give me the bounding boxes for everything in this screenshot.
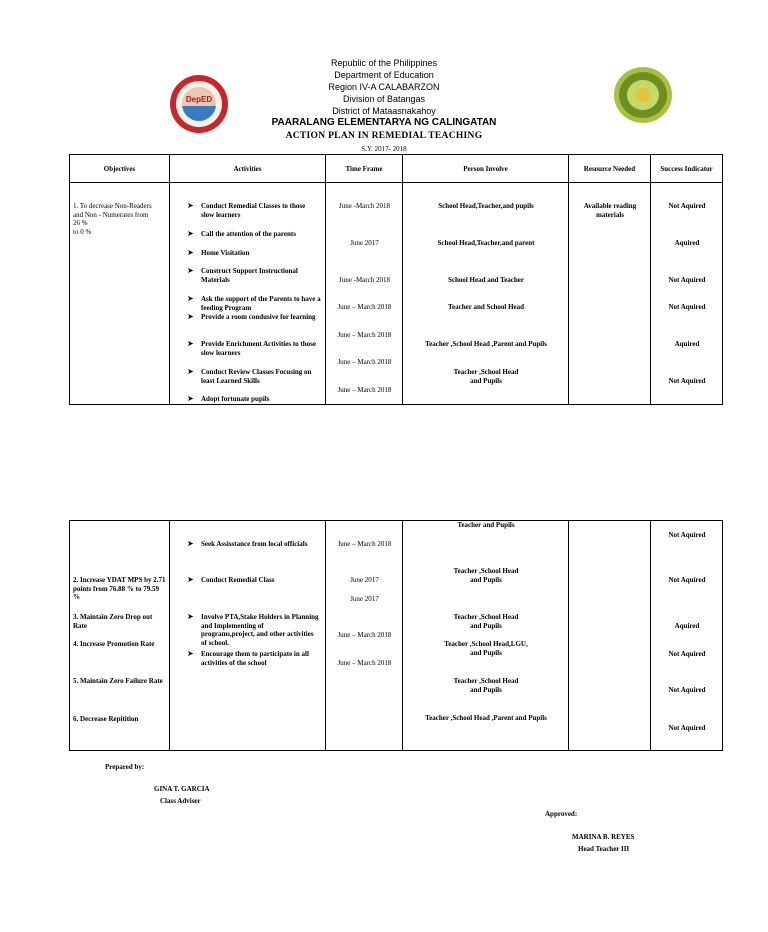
header-objectives: Objectives bbox=[70, 155, 170, 183]
time-frame: June – March 2018 bbox=[337, 331, 392, 339]
activities-cell: ➤ Conduct Remedial Classes to those slow learners ➤ Call the attention of the parents ➤ Home Visitation ➤ Construct Support Instructional Materials ➤ Ask the support of the Parents to have a feeding Program ➤ Provide a room condusive for learning ➤ Provide Enrichment Activities to those slow learners ➤ Conduct Review Classes Focusing on least Learned Skills ➤ Adopt fortunate pupils bbox=[170, 183, 326, 405]
activity-item: Home Visitation bbox=[201, 249, 250, 257]
header-resource-needed: Resource Needed bbox=[569, 155, 651, 183]
time-frame-cell bbox=[326, 183, 403, 405]
header-line-region: Region IV-A CALABARZON bbox=[328, 82, 440, 92]
success-indicator: Not Aquired bbox=[668, 531, 706, 539]
success-indicator: Not Aquired bbox=[668, 724, 706, 732]
person-involve: Teacher ,School Head and Pupils bbox=[453, 677, 519, 694]
person-involve: School Head,Teacher,and pupils bbox=[438, 202, 534, 210]
action-plan-table-1 bbox=[69, 154, 723, 405]
activities-cell: ➤ Seek Assisstance from local officials ➤ Conduct Remedial Class ➤ Involve PTA,Stake Holders in Planning and Implementing of programs,project, and other activities of school. ➤ Encourage them to participate in all activities of the school bbox=[170, 521, 326, 751]
person-involve: School Head and Teacher bbox=[447, 276, 525, 284]
preparer-name: GINA T. GARCIA bbox=[154, 785, 210, 793]
activity-item: Construct Support Instructional Materials bbox=[201, 267, 298, 284]
success-indicator: Aquired bbox=[674, 622, 700, 630]
activity-item: Provide Enrichment Activities to those slow learners bbox=[201, 340, 316, 357]
success-indicator: Not Aquired bbox=[668, 650, 706, 658]
person-involve: Teacher ,School Head and Pupils bbox=[453, 613, 519, 630]
time-frame: June – March 2018 bbox=[337, 358, 392, 366]
header-line-republic: Republic of the Philippines bbox=[330, 58, 438, 68]
objective-item: 6. Decrease Repitition bbox=[73, 715, 139, 723]
activity-item: Conduct Remedial Classes to those slow learners bbox=[201, 202, 306, 219]
success-indicator: Not Aquired bbox=[668, 576, 706, 584]
success-indicator-cell bbox=[651, 183, 723, 405]
objective-item: 2. Increase YDAT MPS by 2.71 points from 76.88 % to 79.59 % bbox=[73, 576, 166, 601]
time-frame: June -March 2018 bbox=[339, 202, 390, 210]
preparer-title: Class Adviser bbox=[160, 797, 201, 805]
resource-needed-cell bbox=[569, 521, 651, 751]
success-indicator: Not Aquired bbox=[668, 377, 706, 385]
activity-item: Provide a room condusive for learning bbox=[201, 313, 316, 321]
resource-needed: Available reading materials bbox=[583, 202, 637, 219]
time-frame: June 2017 bbox=[350, 595, 379, 603]
activity-item: Conduct Remedial Class bbox=[201, 576, 275, 584]
time-frame: June – March 2018 bbox=[337, 631, 392, 639]
time-frame: June – March 2018 bbox=[337, 659, 392, 667]
objectives-cell bbox=[70, 521, 170, 751]
approver-title: Head Teacher III bbox=[578, 845, 630, 853]
success-indicator: Not Aquired bbox=[668, 686, 706, 694]
objective-item: 3. Maintain Zero Drop out Rate bbox=[73, 613, 153, 630]
activity-item: Ask the support of the Parents to have a feeding Program bbox=[201, 295, 321, 312]
deped-logo-text: DepED bbox=[185, 95, 213, 104]
activity-item: Seek Assisstance from local officials bbox=[201, 540, 308, 548]
approved-label: Approved: bbox=[545, 810, 578, 818]
success-indicator: Aquired bbox=[674, 239, 700, 247]
school-year: S.Y. 2017- 2018 bbox=[361, 145, 407, 153]
header-time-frame: Time Frame bbox=[326, 155, 403, 183]
person-involve: Teacher and School Head bbox=[447, 303, 525, 311]
person-involve: Teacher ,School Head and Pupils bbox=[453, 567, 519, 584]
time-frame-cell bbox=[326, 521, 403, 751]
person-involve: School Head,Teacher,and parent bbox=[437, 239, 535, 247]
success-indicator: Not Aquired bbox=[668, 303, 706, 311]
time-frame: June -March 2018 bbox=[339, 276, 390, 284]
activity-item: Encourage them to participate in all activities of the school bbox=[201, 650, 309, 667]
resource-needed-cell bbox=[569, 183, 651, 405]
approver-name: MARINA B. REYES bbox=[572, 833, 635, 841]
header-activities: Activities bbox=[170, 155, 326, 183]
time-frame: June – March 2018 bbox=[337, 540, 392, 548]
objectives-cell bbox=[70, 183, 170, 405]
person-involve: Teacher ,School Head ,Parent and Pupils bbox=[425, 714, 547, 722]
person-involve: Teacher ,School Head and Pupils bbox=[453, 368, 519, 385]
time-frame: June – March 2018 bbox=[337, 303, 392, 311]
document-title: ACTION PLAN IN REMEDIAL TEACHING bbox=[285, 131, 483, 141]
person-involve: Teacher ,School Head,LGU, and Pupils bbox=[444, 640, 528, 657]
person-involve-cell bbox=[403, 183, 569, 405]
success-indicator: Not Aquired bbox=[668, 276, 706, 284]
activity-item: Involve PTA,Stake Holders in Planning and Implementing of programs,project, and other activities of school. bbox=[201, 613, 319, 647]
success-indicator: Aquired bbox=[674, 340, 700, 348]
objective-item: 5. Maintain Zero Failure Rate bbox=[73, 677, 163, 685]
header-line-district: District of Mataasnakahoy bbox=[332, 106, 436, 116]
objective-1: 1. To decrease Non-Readers and Non - Numerates from 26 % to 0 % bbox=[73, 202, 152, 236]
time-frame: June 2017 bbox=[350, 576, 379, 584]
header-line-deped: Department of Education bbox=[334, 70, 434, 80]
activity-item: Conduct Review Classes Focusing on least Learned Skills bbox=[201, 368, 312, 385]
activity-item: Call the attention of the parents bbox=[201, 230, 296, 238]
action-plan-table-2 bbox=[69, 520, 723, 751]
header-success-indicator: Success Indicator bbox=[651, 155, 723, 183]
person-involve: Teacher and Pupils bbox=[457, 521, 515, 529]
time-frame: June 2017 bbox=[350, 239, 379, 247]
header-line-division: Division of Batangas bbox=[342, 94, 426, 104]
person-involve: Teacher ,School Head ,Parent and Pupils bbox=[425, 340, 547, 348]
person-involve-cell bbox=[403, 521, 569, 751]
activity-item: Adopt fortunate pupils bbox=[201, 395, 270, 403]
success-indicator: Not Aquired bbox=[668, 202, 706, 210]
objective-item: 4. Increase Promotion Rate bbox=[73, 640, 155, 648]
time-frame: June – March 2018 bbox=[337, 386, 392, 394]
header-person-involve: Person Involve bbox=[403, 155, 569, 183]
success-indicator-cell bbox=[651, 521, 723, 751]
school-name: PAARALANG ELEMENTARYA NG CALINGATAN bbox=[271, 117, 497, 128]
prepared-by-label: Prepared by: bbox=[105, 763, 145, 771]
